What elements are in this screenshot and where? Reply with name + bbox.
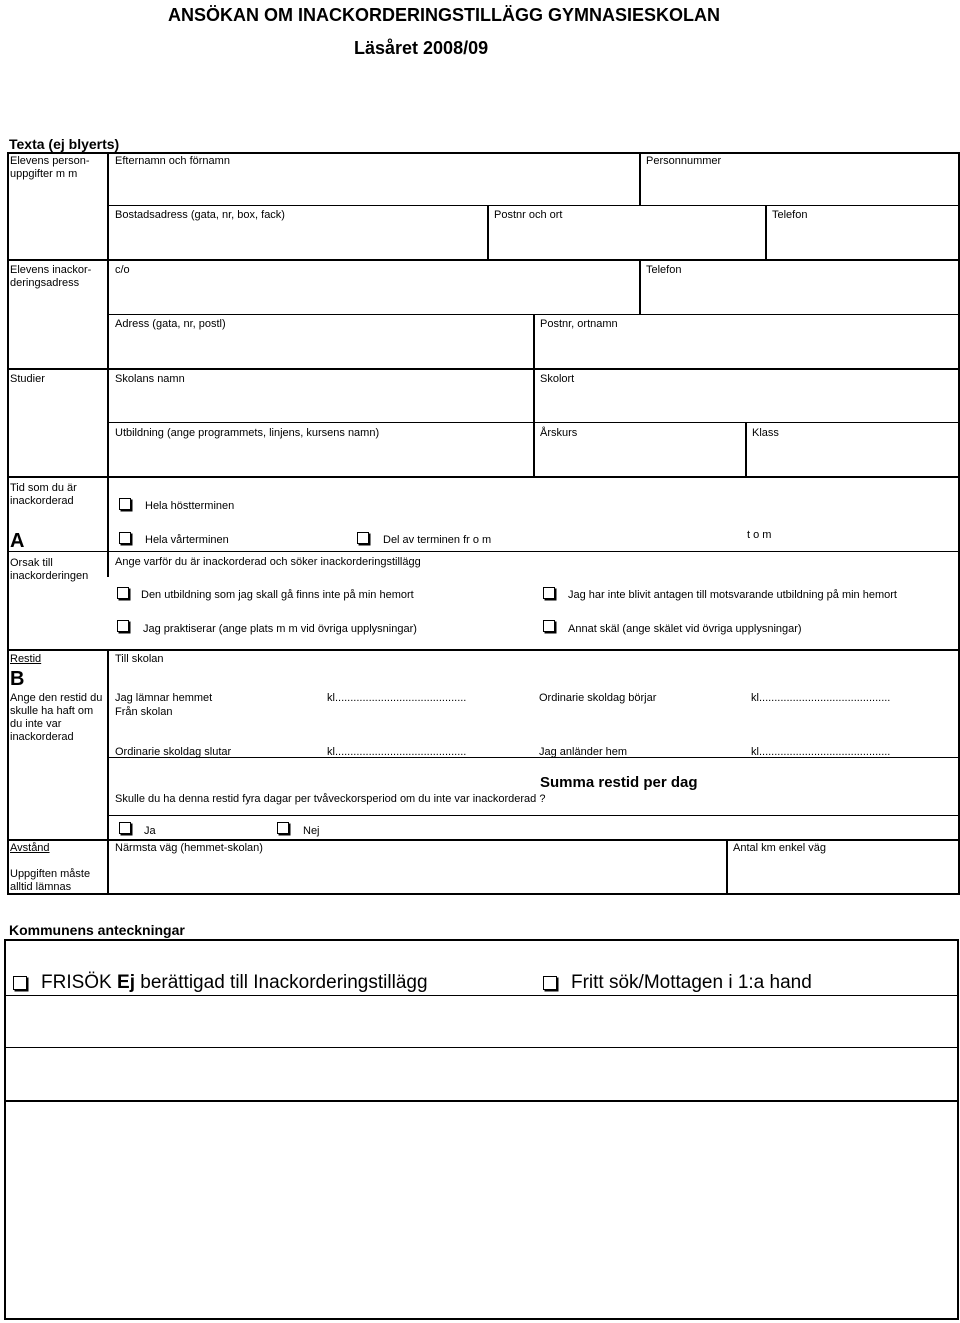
reason-option-3-checkbox[interactable] [117,620,129,632]
pnr-field-label: Personnummer [646,155,722,167]
part-from-field[interactable] [500,528,735,548]
yes-label: Ja [144,825,156,837]
route-label: Närmsta väg (hemmet-skolan) [115,842,263,854]
frisok-label: FRISÖK Ej berättigad till Inackorderingstillägg [41,972,428,993]
to-school-heading: Till skolan [115,653,164,665]
school-town-field[interactable] [536,388,956,420]
personal-section-label: Elevens person-uppgifter m m [10,155,90,180]
distance-section-label: Avstånd [10,842,50,854]
distance-note: Uppgiften måste alltid lämnas [10,868,91,893]
arrive-home-label: Jag anländer hem [539,746,628,758]
reason-option-3-label: Jag praktiserar (ange plats m m vid övriga upplysningar) [143,623,417,635]
free-search-checkbox[interactable] [543,976,557,990]
home-address-field[interactable] [110,224,485,257]
no-label: Nej [303,825,320,837]
year-field[interactable] [536,442,743,474]
boarding-phone-label: Telefon [646,264,682,276]
part-to-field[interactable] [780,528,955,548]
boarding-postal-field[interactable] [536,333,956,366]
autumn-label: Hela höstterminen [145,500,235,512]
studies-section-label: Studier [10,373,45,385]
reason-option-1-label: Den utbildning som jag skall gå finns inte på min hemort [141,589,414,601]
part-term-label: Del av terminen fr o m [383,534,492,546]
form-title: ANSÖKAN OM INACKORDERINGSTILLÄGG GYMNASIESKOLAN [168,5,721,25]
leave-home-label: Jag lämnar hemmet [115,692,213,704]
reason-option-2-label: Jag har inte blivit antagen till motsvarande utbildning på min hemort [568,589,897,601]
home-postal-field[interactable] [490,224,763,257]
spring-checkbox[interactable] [119,532,131,544]
name-field[interactable] [110,170,637,203]
home-phone-field[interactable] [768,224,956,257]
section-letter-b: B [10,668,25,690]
boarding-postal-label: Postnr, ortnamn [540,318,618,330]
program-field[interactable] [110,442,531,474]
school-name-field[interactable] [110,388,531,420]
co-label: c/o [115,264,130,276]
school-end-label: Ordinarie skoldag slutar [115,746,232,758]
boarding-section-label: Elevens inackor-deringsadress [10,264,92,289]
leave-home-time[interactable]: kl........................................... [327,692,467,704]
municipal-notes-area[interactable] [7,1000,955,1316]
boarding-address-field[interactable] [110,333,531,366]
reason-option-1-checkbox[interactable] [117,587,129,599]
route-field[interactable] [110,857,724,891]
home-address-label: Bostadsadress (gata, nr, box, fack) [115,209,285,221]
school-end-time[interactable]: kl........................................... [327,746,467,758]
reason-option-2-checkbox[interactable] [543,587,555,599]
year-label: Årskurs [540,427,578,439]
section-letter-a: A [10,530,25,552]
program-label: Utbildning (ange programmets, linjens, kursens namn) [115,427,380,439]
home-phone-label: Telefon [772,209,808,221]
travel-question: Skulle du ha denna restid fyra dagar per tvåveckorsperiod om du inte var inackorderad ? [115,793,546,805]
co-field[interactable] [110,279,637,312]
class-field[interactable] [748,442,956,474]
no-checkbox[interactable] [277,822,289,834]
km-label: Antal km enkel väg [733,842,826,854]
reason-prompt: Ange varför du är inackorderad och söker inackorderingstillägg [115,556,421,568]
total-travel-field[interactable] [710,762,956,792]
school-town-label: Skolort [540,373,575,385]
reason-option-4-checkbox[interactable] [543,620,555,632]
period-section-label: Tid som du är inackorderad [10,482,77,507]
pnr-field[interactable] [642,170,956,203]
reason-section-label: Orsak till inackorderingen [10,557,89,582]
instruction-text: Texta (ej blyerts) [9,136,120,152]
municipal-heading: Kommunens anteckningar [9,922,185,938]
yes-checkbox[interactable] [119,822,131,834]
school-start-label: Ordinarie skoldag börjar [539,692,657,704]
travel-description: Ange den restid du skulle ha haft om du inte var inackorderad [10,692,103,743]
free-search-label: Fritt sök/Mottagen i 1:a hand [571,972,812,993]
form-subtitle: Läsåret 2008/09 [354,38,489,58]
spring-label: Hela vårterminen [145,534,229,546]
to-date-label: t o m [747,529,772,541]
school-name-label: Skolans namn [115,373,185,385]
travel-section-label: Restid [10,653,42,665]
arrive-home-time[interactable]: kl........................................... [751,746,891,758]
autumn-checkbox[interactable] [119,498,131,510]
reason-option-4-label: Annat skäl (ange skälet vid övriga upplysningar) [568,623,802,635]
total-travel-label: Summa restid per dag [540,774,698,791]
class-label: Klass [752,427,779,439]
km-field[interactable] [729,857,956,891]
frisok-checkbox[interactable] [13,976,27,990]
home-postal-label: Postnr och ort [494,209,563,221]
boarding-phone-field[interactable] [642,279,956,312]
from-school-heading: Från skolan [115,706,173,718]
boarding-address-label: Adress (gata, nr, postl) [115,318,226,330]
school-start-time[interactable]: kl........................................... [751,692,891,704]
name-field-label: Efternamn och förnamn [115,155,230,167]
part-term-checkbox[interactable] [357,532,369,544]
